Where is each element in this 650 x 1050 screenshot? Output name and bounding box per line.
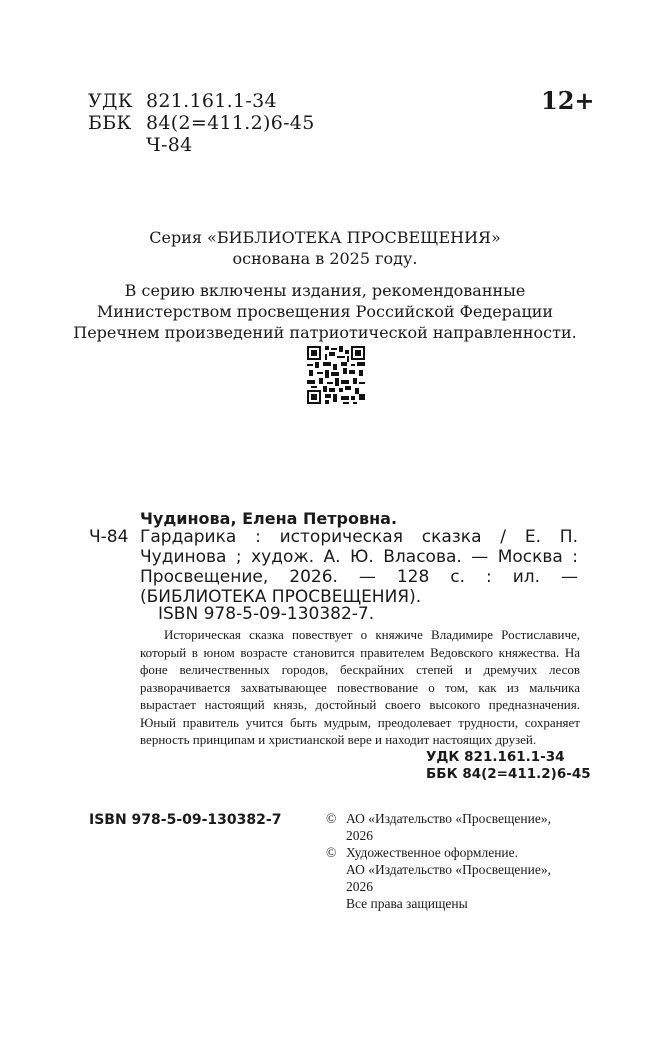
info-line-2: Министерством просвещения Российской Федерации: [96, 302, 554, 321]
udk-value: 821.161.1-34: [146, 90, 277, 112]
catalog-udk: УДК 821.161.1-34: [426, 749, 565, 765]
copy2-line2: АО «Издательство «Просвещение»,: [346, 862, 551, 877]
copy1-line1: АО «Издательство «Просвещение»,: [346, 811, 551, 826]
info-line-3: Перечнем произведений патриотической направленности.: [73, 323, 577, 342]
catalog-title: Гардарика : историческая сказка / Е. П. Чудинова ; худож. А. Ю. Власова. — Москва : Просвещение, 2026. — 128 с. : ил. — (БИБЛИОТЕКА ПРОСВЕЩЕНИЯ).: [140, 527, 578, 607]
series-line-2: основана в 2025 году.: [232, 249, 418, 268]
catalog-author: Чудинова, Елена Петровна.: [140, 509, 398, 528]
series-line-1: Серия «БИБЛИОТЕКА ПРОСВЕЩЕНИЯ»: [149, 228, 501, 247]
copyright-icon: ©: [326, 845, 337, 860]
recommendation-note: [0, 280, 650, 343]
catalog-classification: [426, 749, 591, 783]
rights-reserved: Все права защищены: [346, 896, 468, 911]
copy1-line2: 2026: [346, 828, 373, 843]
udk-block: [88, 90, 315, 156]
qr-code-icon: [307, 346, 365, 404]
age-rating: 12+: [541, 86, 595, 115]
series-note: [0, 227, 650, 269]
copyright-entry-2: [326, 844, 606, 895]
copyright-entry-1: [326, 810, 606, 844]
bbk-row: [88, 112, 315, 134]
bbk-label: ББК: [88, 112, 132, 134]
author-mark-row: [88, 134, 315, 156]
catalog-isbn: ISBN 978-5-09-130382-7.: [158, 604, 375, 624]
copyright-block: [326, 810, 606, 912]
copyright-icon: ©: [326, 811, 337, 826]
copy2-line3: 2026: [346, 879, 373, 894]
copy2-line1: Художественное оформление.: [346, 845, 519, 860]
catalog-bbk: ББК 84(2=411.2)6-45: [426, 766, 591, 782]
udk-label: УДК: [88, 90, 133, 112]
bbk-value: 84(2=411.2)6-45: [146, 112, 315, 134]
footer-isbn: ISBN 978-5-09-130382-7: [89, 812, 282, 828]
author-mark: Ч-84: [146, 134, 193, 156]
catalog-number: Ч-84: [89, 527, 129, 547]
annotation: Историческая сказка повествует о княжиче Владимире Ростиславиче, который в юном возрасте становится правителем Ведовского княжества. На фоне величественных городов, бескрайних степей и дремучих лесов разворачивается захватывающее повествование о том, как из мальчика вырастает настоящий князь, достойный своего высокого предназначения. Юный правитель учится быть мудрым, преодолевает трудности, сохраняет верность принципам и христианской вере и находит настоящих друзей.: [140, 627, 580, 747]
info-line-1: В серию включены издания, рекомендованные: [124, 281, 526, 300]
udk-row: [88, 90, 315, 112]
